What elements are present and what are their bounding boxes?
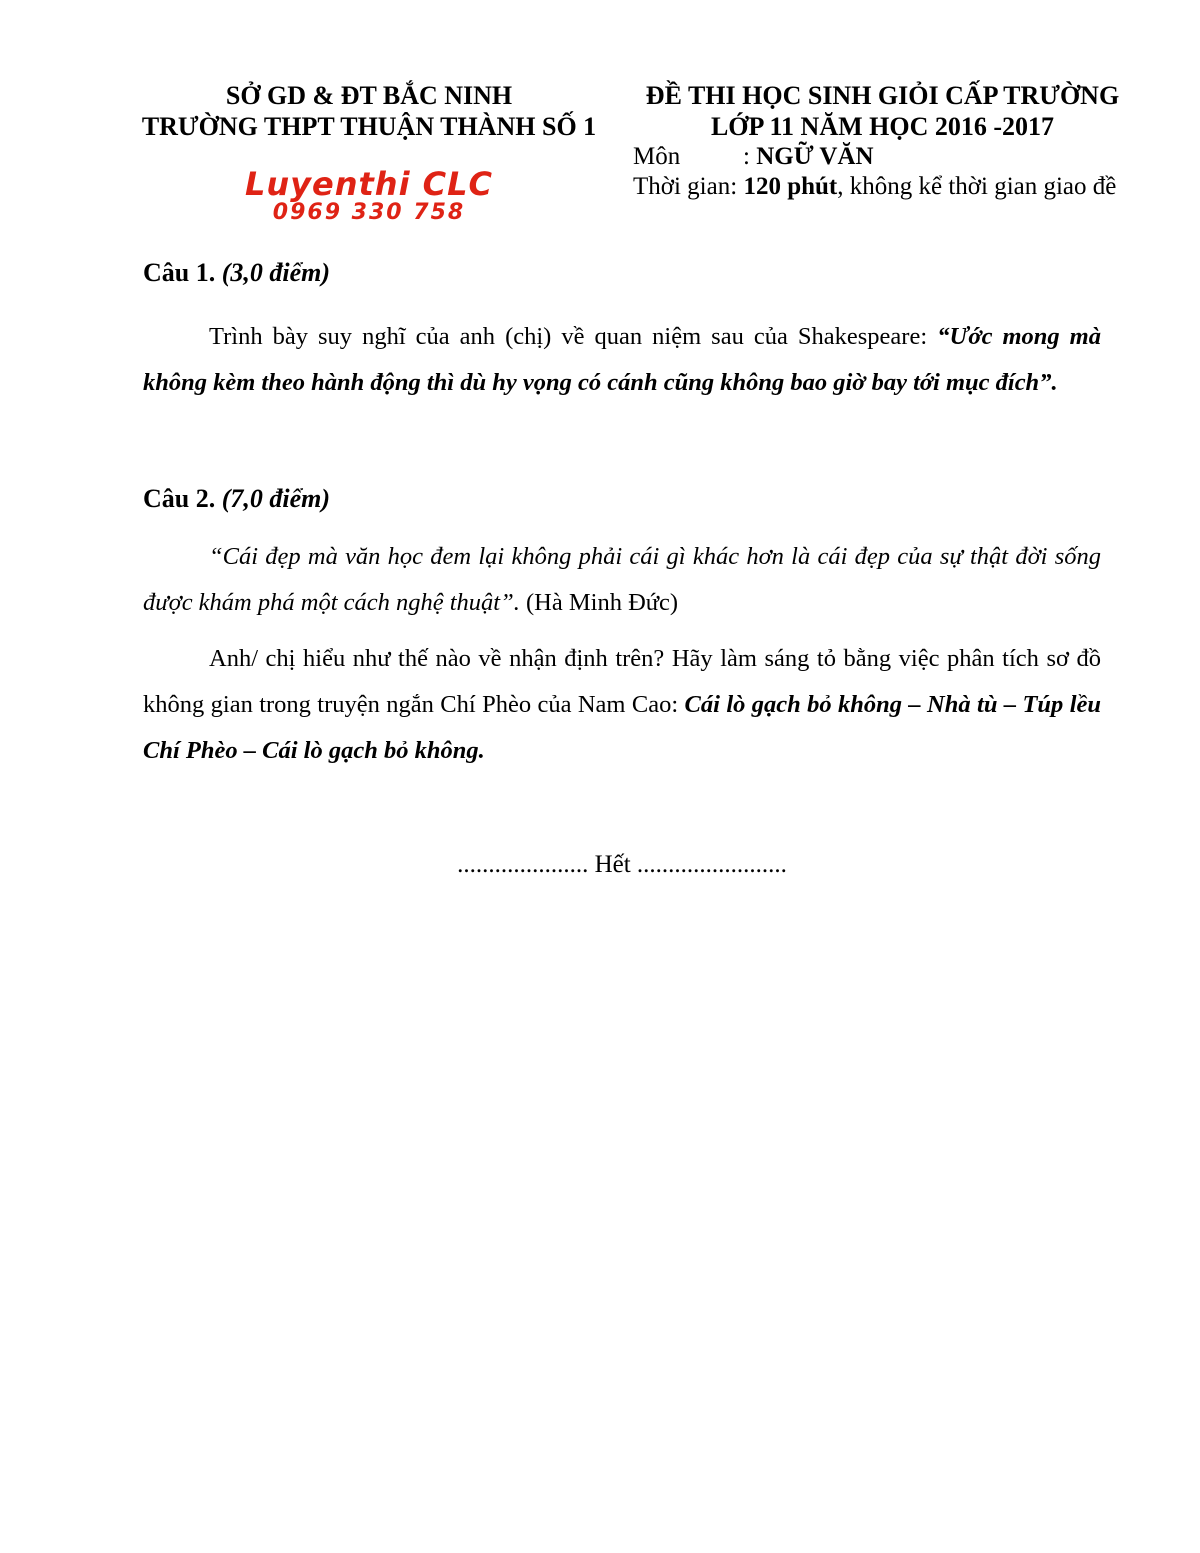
question2-task-paragraph xyxy=(143,636,1101,774)
question2-quote-author: (Hà Minh Đức) xyxy=(526,589,679,616)
question2-quote-paragraph xyxy=(143,534,1101,626)
question1-number: Câu 1. xyxy=(143,258,216,287)
luyenthi-clc-logo xyxy=(123,165,615,225)
question1-intro-text: Trình bày suy nghĩ của anh (chị) về quan niệm sau của Shakespeare: xyxy=(209,323,928,350)
subject-label: Môn xyxy=(633,143,681,170)
question2-quote-text: “Cái đẹp mà văn học đem lại không phải cái gì khác hơn là cái đẹp của sự thật đời sống được khám phá một cách nghệ thuật”. xyxy=(143,543,1101,616)
header-exam-block xyxy=(630,80,1135,202)
logo-phone-number: 0969 330 758 xyxy=(272,200,466,225)
logo-text: Luyenthi CLC xyxy=(244,165,494,203)
department-name: SỞ GD & ĐT BẮC NINH xyxy=(225,81,513,110)
question2-task-intro: Anh/ chị hiểu như thế nào về nhận định trên? Hãy làm sáng tỏ bằng việc phân tích sơ đồ không gian trong truyện ngắn Chí Phèo của Nam Cao: xyxy=(143,645,1101,718)
school-name: TRƯỜNG THPT THUẬN THÀNH SỐ 1 xyxy=(141,112,597,141)
header-school-block xyxy=(123,80,615,224)
exam-title: ĐỀ THI HỌC SINH GIỎI CẤP TRƯỜNG xyxy=(645,81,1120,110)
subject-colon: : xyxy=(743,143,750,170)
dots-left: ..................... xyxy=(457,851,589,878)
time-value: 120 phút xyxy=(743,173,838,200)
exam-subject-line xyxy=(633,142,1135,172)
question2-number: Câu 2. xyxy=(143,484,216,513)
end-of-exam-marker xyxy=(143,851,1101,879)
time-suffix: , không kể thời gian giao đề xyxy=(837,173,1117,200)
question2-task-bold: Cái lò gạch bỏ không – Nhà tù – Túp lều Chí Phèo – Cái lò gạch bỏ không. xyxy=(143,691,1102,764)
question1-quote-text: “Ước mong mà không kèm theo hành động thì dù hy vọng có cánh cũng không bao giờ bay tới mục đích”. xyxy=(143,323,1101,396)
dots-right: ........................ xyxy=(636,851,787,878)
question2-points: (7,0 điểm) xyxy=(221,484,331,513)
question1-heading xyxy=(143,258,330,288)
het-label: Hết xyxy=(594,851,631,878)
exam-grade-year: LỚP 11 NĂM HỌC 2016 -2017 xyxy=(710,112,1055,141)
question1-points: (3,0 điểm) xyxy=(221,258,331,287)
time-label: Thời gian: xyxy=(633,173,738,200)
subject-value: NGỮ VĂN xyxy=(756,143,874,170)
question1-paragraph xyxy=(143,314,1101,406)
exam-time-line xyxy=(633,172,1135,202)
question2-heading xyxy=(143,484,330,514)
